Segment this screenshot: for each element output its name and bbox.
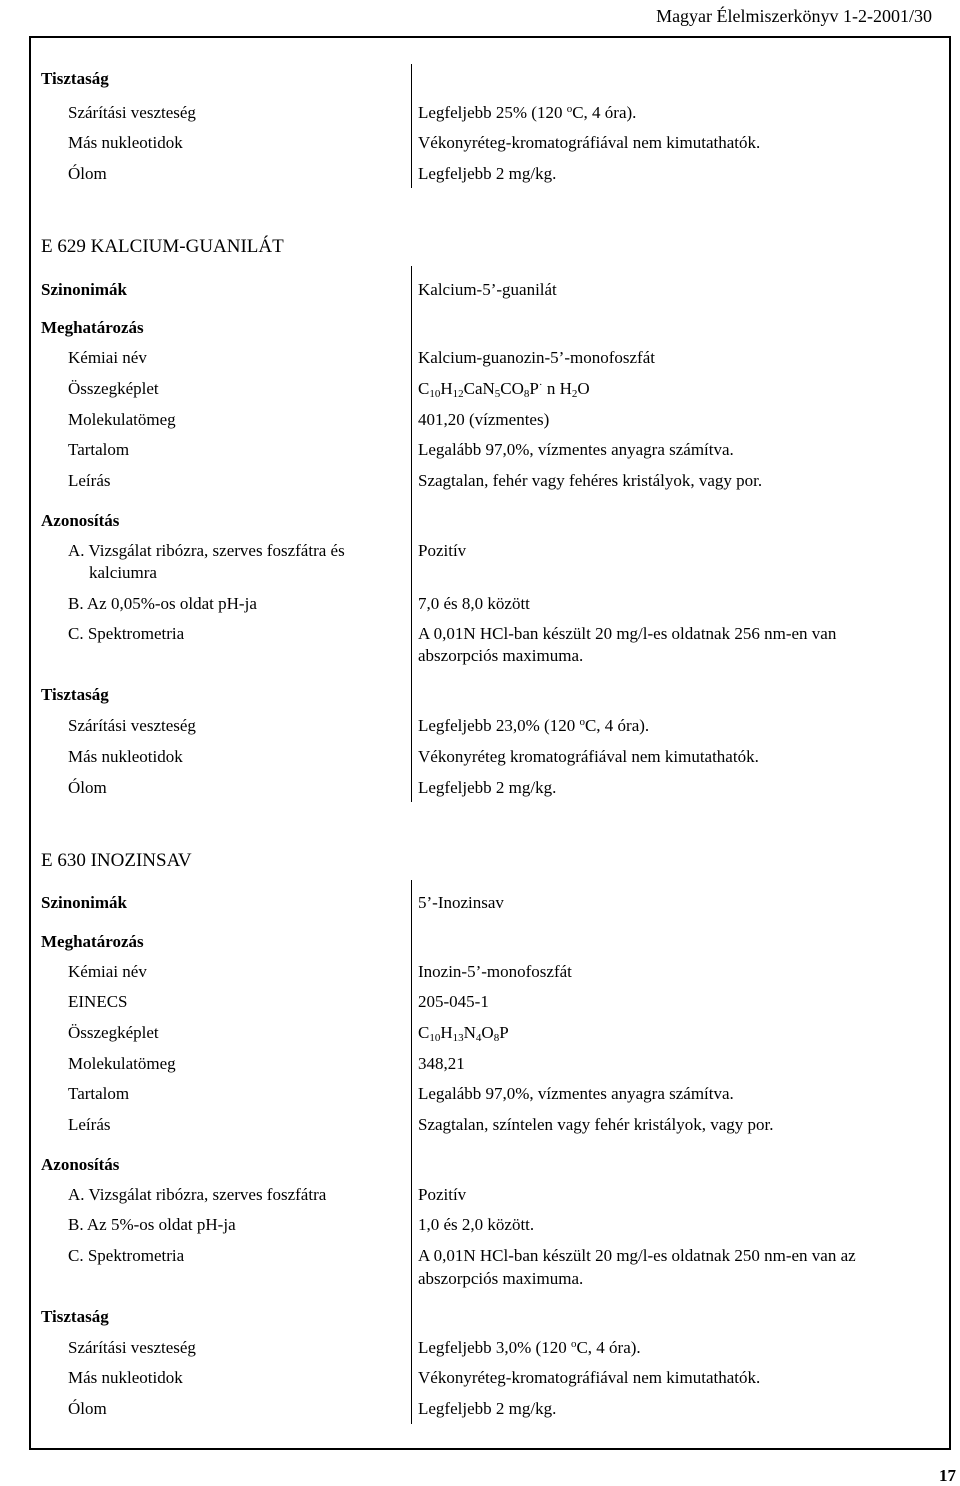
column-divider: [411, 266, 412, 802]
value-mas-nukleotidok: Vékonyréteg kromatográfiával nem kimutathatók.: [418, 747, 759, 766]
label-tartalom: Tartalom: [68, 440, 130, 459]
value-mas-nukleotidok: Vékonyréteg-kromatográfiával nem kimutathatók.: [418, 133, 761, 152]
label-szaritasi-veszteseg: Szárítási veszteség: [68, 1338, 196, 1357]
value-test-c-cont: abszorpciós maximuma.: [418, 646, 584, 665]
heading-meghatarozas: Meghatározás: [41, 318, 144, 337]
label-molekulatomeg: Molekulatömeg: [68, 410, 176, 429]
label-osszegkeplet: Összegképlet: [68, 379, 159, 398]
value-olom: Legfeljebb 2 mg/kg.: [418, 778, 557, 797]
value-test-c: A 0,01N HCl-ban készült 20 mg/l-es oldatnak 256 nm-en van: [418, 624, 837, 643]
label-szaritasi-veszteseg: Szárítási veszteség: [68, 716, 196, 735]
heading-szinonimak: Szinonimák: [41, 280, 127, 299]
column-divider: [411, 64, 412, 188]
value-test-b: 1,0 és 2,0 között.: [418, 1215, 535, 1234]
value-olom: Legfeljebb 2 mg/kg.: [418, 1399, 557, 1418]
heading-azonositas: Azonosítás: [41, 1155, 120, 1174]
label-szaritasi-veszteseg: Szárítási veszteség: [68, 103, 196, 122]
label-mas-nukleotidok: Más nukleotidok: [68, 747, 183, 766]
label-olom: Ólom: [68, 164, 107, 183]
value-test-b: 7,0 és 8,0 között: [418, 594, 530, 613]
value-osszegkeplet: $C_{10}H_{12}CaN_5CO_8P^\cdot$ n $H_2O$: [418, 379, 590, 400]
value-kemiai-nev: Kalcium-guanozin-5’-monofoszfát: [418, 348, 655, 367]
heading-azonositas: Azonosítás: [41, 511, 120, 530]
label-olom: Ólom: [68, 1399, 107, 1418]
heading-tisztasag: Tisztaság: [41, 685, 109, 704]
value-leiras: Szagtalan, fehér vagy fehéres kristályok, vagy por.: [418, 471, 763, 490]
value-osszegkeplet: $C_{10}H_{13}N_4O_8P$: [418, 1023, 509, 1044]
label-kemiai-nev: Kémiai név: [68, 962, 147, 981]
label-leiras: Leírás: [68, 1115, 111, 1134]
value-molekulatomeg: 401,20 (vízmentes): [418, 410, 550, 429]
value-leiras: Szagtalan, színtelen vagy fehér kristályok, vagy por.: [418, 1115, 774, 1134]
label-olom: Ólom: [68, 778, 107, 797]
value-test-a: Pozitív: [418, 1185, 467, 1204]
label-leiras: Leírás: [68, 471, 111, 490]
label-test-a: A. Vizsgálat ribózra, szerves foszfátra és: [68, 541, 345, 560]
value-test-a: Pozitív: [418, 541, 467, 560]
page-number: 17: [939, 1466, 956, 1485]
label-tartalom: Tartalom: [68, 1084, 130, 1103]
label-test-c: C. Spektrometria: [68, 624, 185, 643]
label-test-a: A. Vizsgálat ribózra, szerves foszfátra: [68, 1185, 327, 1204]
label-test-b: B. Az 5%-os oldat pH-ja: [68, 1215, 236, 1234]
value-mas-nukleotidok: Vékonyréteg-kromatográfiával nem kimutathatók.: [418, 1368, 761, 1387]
column-divider: [411, 880, 412, 1424]
label-molekulatomeg: Molekulatömeg: [68, 1054, 176, 1073]
value-test-c-cont: abszorpciós maximuma.: [418, 1269, 584, 1288]
section-title-e630: E 630 INOZINSAV: [41, 850, 192, 871]
label-einecs: EINECS: [68, 992, 128, 1011]
section-title-e629: E 629 KALCIUM-GUANILÁT: [41, 236, 284, 257]
heading-meghatarozas: Meghatározás: [41, 932, 144, 951]
value-molekulatomeg: 348,21: [418, 1054, 465, 1073]
value-kemiai-nev: Inozin-5’-monofoszfát: [418, 962, 572, 981]
value-olom: Legfeljebb 2 mg/kg.: [418, 164, 557, 183]
value-test-c: A 0,01N HCl-ban készült 20 mg/l-es oldatnak 250 nm-en van az: [418, 1246, 856, 1265]
value-szaritasi-veszteseg: Legfeljebb 23,0% (120 $^o$C, 4 óra).: [418, 716, 650, 735]
label-mas-nukleotidok: Más nukleotidok: [68, 1368, 183, 1387]
value-tartalom: Legalább 97,0%, vízmentes anyagra számítva.: [418, 440, 734, 459]
value-szaritasi-veszteseg: Legfeljebb 3,0% (120 $^o$C, 4 óra).: [418, 1338, 641, 1357]
label-mas-nukleotidok: Más nukleotidok: [68, 133, 183, 152]
value-szinonimak: 5’-Inozinsav: [418, 893, 504, 912]
label-test-a-cont: kalciumra: [89, 563, 157, 582]
value-tartalom: Legalább 97,0%, vízmentes anyagra számítva.: [418, 1084, 734, 1103]
heading-tisztasag: Tisztaság: [41, 1307, 109, 1326]
label-test-c: C. Spektrometria: [68, 1246, 185, 1265]
label-osszegkeplet: Összegképlet: [68, 1023, 159, 1042]
value-szinonimak: Kalcium-5’-guanilát: [418, 280, 557, 299]
value-szaritasi-veszteseg: Legfeljebb 25% (120 $^o$C, 4 óra).: [418, 103, 637, 122]
value-einecs: 205-045-1: [418, 992, 489, 1011]
section-heading-tisztasag: Tisztaság: [41, 69, 109, 88]
heading-szinonimak: Szinonimák: [41, 893, 127, 912]
label-kemiai-nev: Kémiai név: [68, 348, 147, 367]
label-test-b: B. Az 0,05%-os oldat pH-ja: [68, 594, 257, 613]
running-header: Magyar Élelmiszerkönyv 1-2-2001/30: [656, 6, 932, 26]
